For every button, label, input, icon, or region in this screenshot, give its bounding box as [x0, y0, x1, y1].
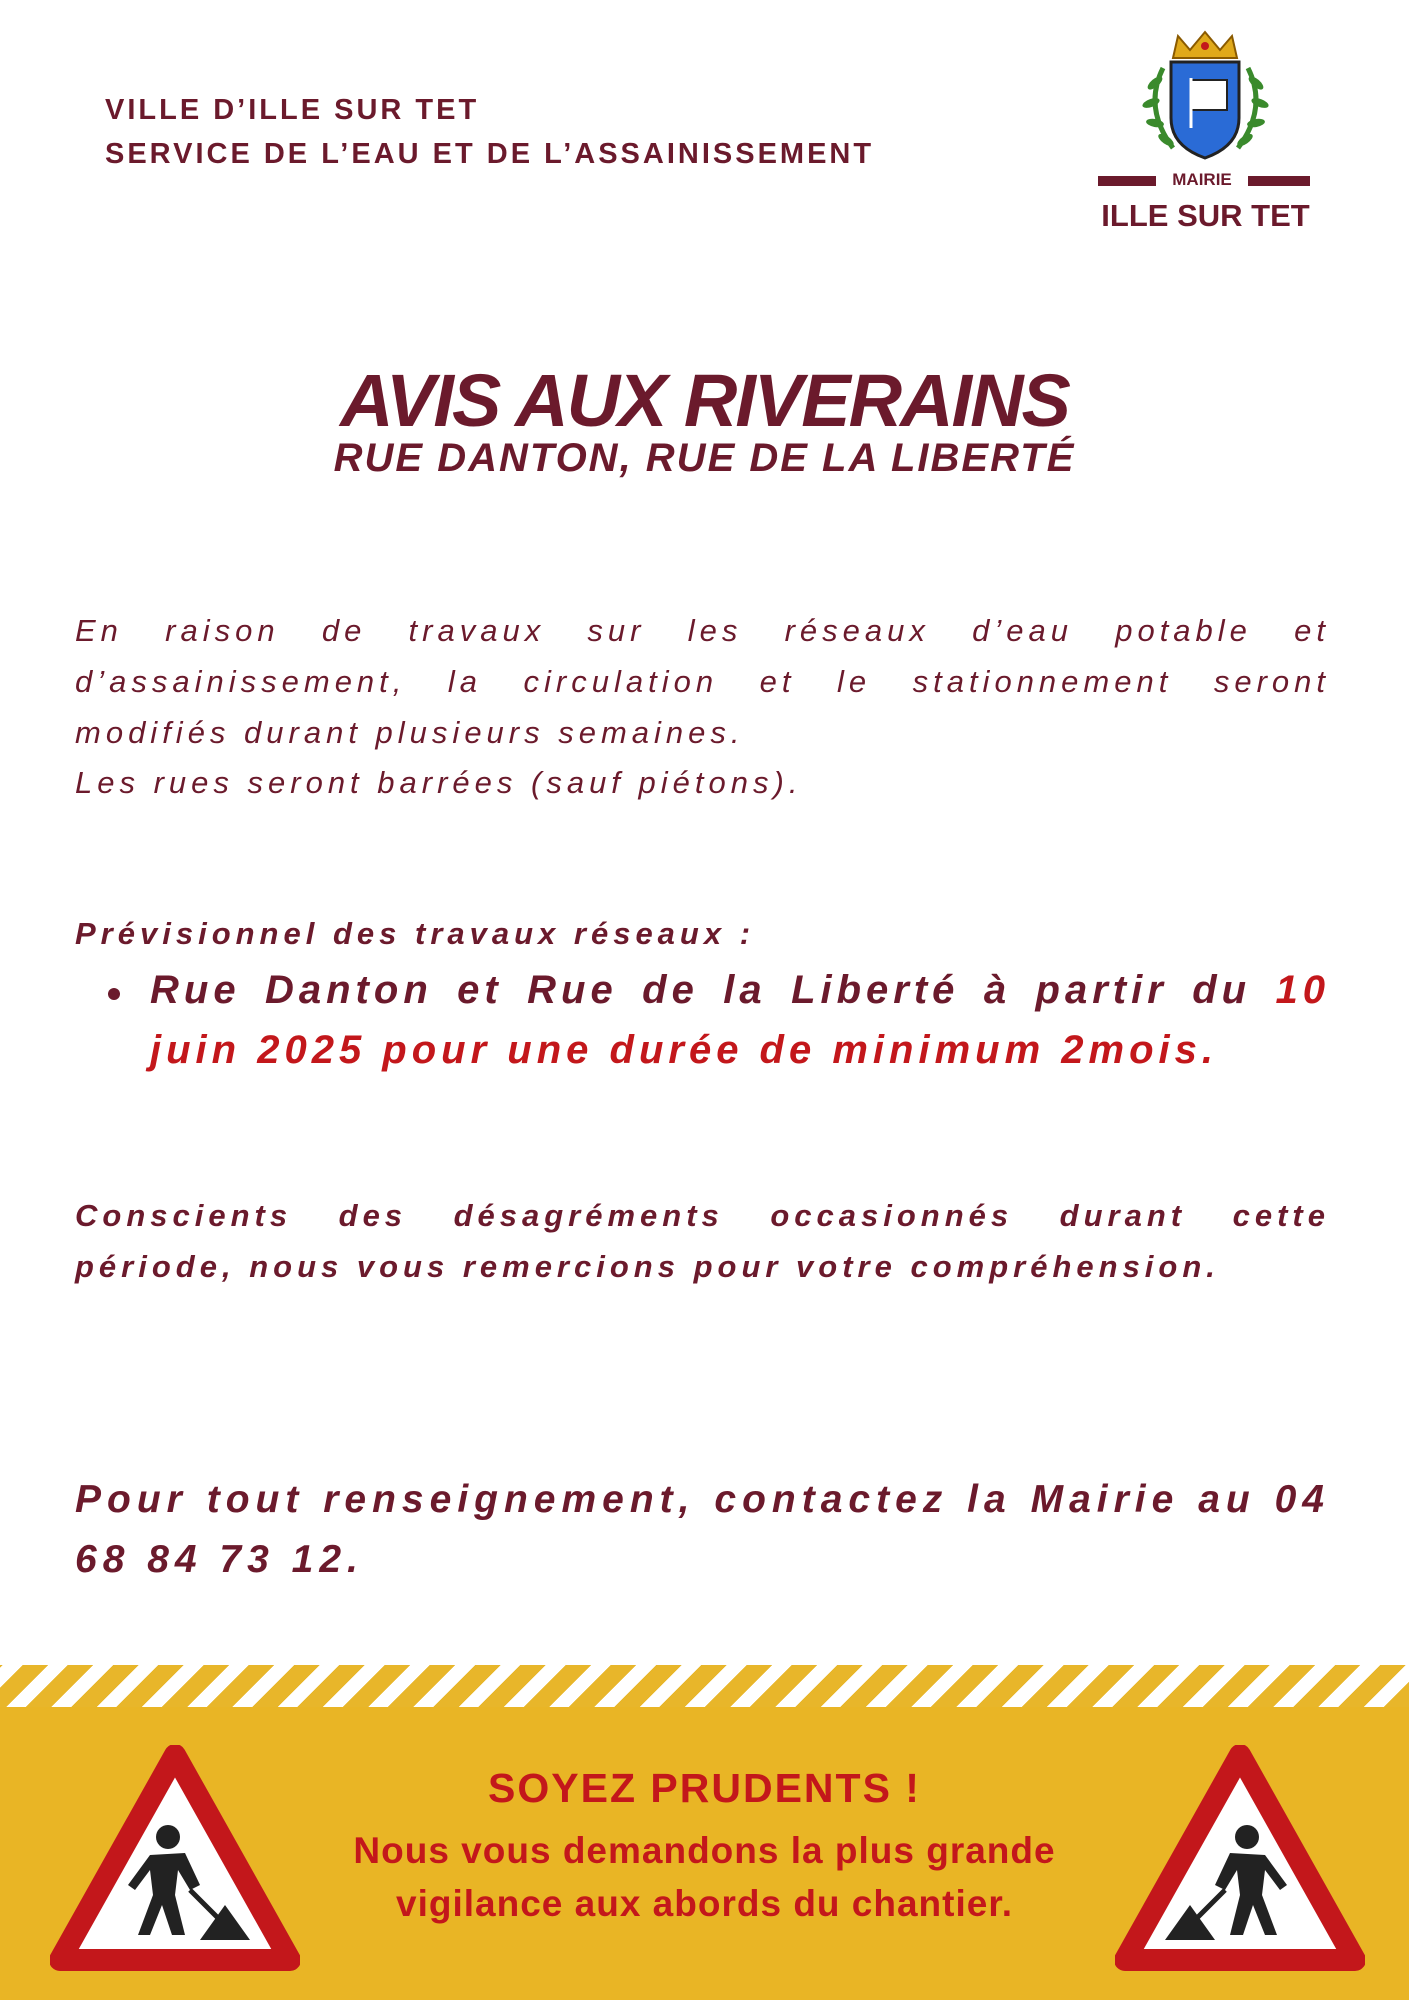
bullet-start: Rue Danton et Rue de la Liberté à partir du: [150, 968, 1276, 1012]
hazard-stripes: [0, 1665, 1409, 1707]
mairie-logo: [1098, 28, 1313, 238]
coat-of-arms-icon: [1133, 28, 1278, 168]
header-city: VILLE D’ILLE SUR TET: [105, 94, 480, 126]
logo-mairie-label: MAIRIE: [1172, 170, 1232, 189]
paragraph-apology: Conscients des désagréments occasionnés durant cette période, nous vous remercions pour votre compréhension.: [75, 1198, 1330, 1284]
header: [105, 88, 874, 176]
notice-subtitle: RUE DANTON, RUE DE LA LIBERTÉ: [333, 436, 1076, 480]
warning-banner: [0, 1665, 1409, 2000]
bullet-icon: [108, 988, 120, 1000]
logo-town-name: ILLE SUR TET: [1101, 198, 1310, 233]
paragraph-contact: Pour tout renseignement, contactez la Mairie au 04 68 84 73 12.: [75, 1478, 1330, 1581]
list-item: [150, 960, 1330, 1080]
warning-line-1: Nous vous demandons la plus grande: [353, 1830, 1056, 1871]
paragraph-closed-streets: Les rues seront barrées (sauf piétons).: [75, 765, 803, 800]
paragraph-works: En raison de travaux sur les réseaux d’eau potable et d’assainissement, la circulation et le stationnement seront modifiés durant plusieurs semaines.: [75, 613, 1330, 750]
logo-bar-left: [1098, 176, 1156, 186]
notice-title: AVIS AUX RIVERAINS: [340, 359, 1069, 442]
forecast-heading: Prévisionnel des travaux réseaux :: [75, 916, 756, 951]
warning-line-2: vigilance aux abords du chantier.: [396, 1883, 1013, 1924]
bullet-highlight: 10 juin 2025 pour une durée de minimum 2mois.: [150, 968, 1330, 1072]
warning-title: SOYEZ PRUDENTS !: [488, 1765, 921, 1811]
logo-bar-right: [1248, 176, 1310, 186]
header-service: SERVICE DE L’EAU ET DE L’ASSAINISSEMENT: [105, 138, 875, 170]
